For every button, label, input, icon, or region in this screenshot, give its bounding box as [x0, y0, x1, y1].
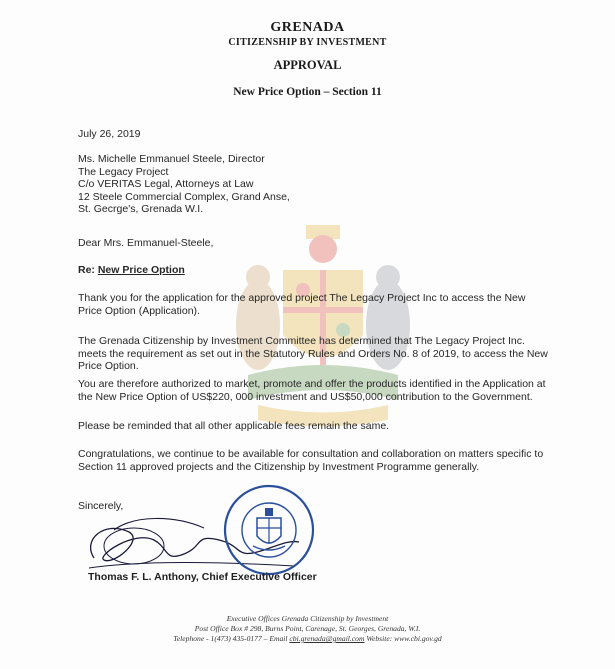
- recipient-line: C/o VERITAS Legal, Attorneys at Law: [78, 178, 254, 191]
- paragraph-4: Please be reminded that all other applicable fees remain the same.: [78, 420, 390, 432]
- footer-address: Post Office Box # 298, Burns Point, Carenage, St. Georges, Grenada, W.I.: [194, 624, 421, 633]
- organization-subtitle: CITIZENSHIP BY INVESTMENT: [228, 37, 387, 48]
- closing: Sincerely,: [78, 500, 124, 512]
- footer-email-link[interactable]: cbi.grenada@gmail.com: [289, 634, 365, 643]
- citizenship-seal-stamp: [223, 484, 315, 576]
- re-label: Re:: [78, 264, 95, 276]
- recipient-line: St. Gecrge's, Grenada W.I.: [78, 203, 204, 216]
- re-subject: New Price Option: [97, 264, 185, 276]
- footer-website: Website: www.cbi.gov.gd: [364, 634, 442, 643]
- recipient-address: [78, 153, 290, 216]
- paragraph-1: Thank you for the application for the approved project The Legacy Project Inc to access the New Price Option (Application).: [78, 292, 526, 317]
- recipient-line: The Legacy Project: [78, 165, 169, 178]
- document-title: APPROVAL: [273, 58, 342, 72]
- paragraph-3: You are therefore authorized to market, promote and offer the products identified in the Application at the New Price Option of US$220, 000 investment and US$50,000 contribution to the Government.: [78, 378, 546, 403]
- footer-contact: [0, 634, 615, 643]
- re-line: [78, 264, 185, 277]
- recipient-line: 12 Steele Commercial Complex, Grand Anse,: [78, 190, 290, 203]
- paragraph-2: The Grenada Citizenship by Investment Committee has determined that The Legacy Project Inc. meets the requirement as set out in the Statutory Rules and Orders No. 8 of 2019, to access the New Price Option.: [78, 335, 548, 373]
- footer-office: Executive Offices Grenada Citizenship by Investment: [226, 614, 389, 623]
- footer-telephone: Telephone - 1(473) 435-0177 – Email: [173, 634, 290, 643]
- recipient-line: Ms. Michelle Emmanuel Steele, Director: [78, 153, 265, 165]
- salutation: Dear Mrs. Emmanuel-Steele,: [78, 237, 214, 249]
- letter-date: July 26, 2019: [78, 128, 141, 140]
- signer-name: Thomas F. L. Anthony, Chief Executive Officer: [88, 571, 317, 583]
- organization-name: GRENADA: [270, 20, 345, 35]
- document-subject: New Price Option – Section 11: [233, 86, 382, 98]
- paragraph-5: Congratulations, we continue to be available for consultation and collaboration on matters specific to Section 11 approved projects and the Citizenship by Investment Programme generally.: [78, 448, 544, 473]
